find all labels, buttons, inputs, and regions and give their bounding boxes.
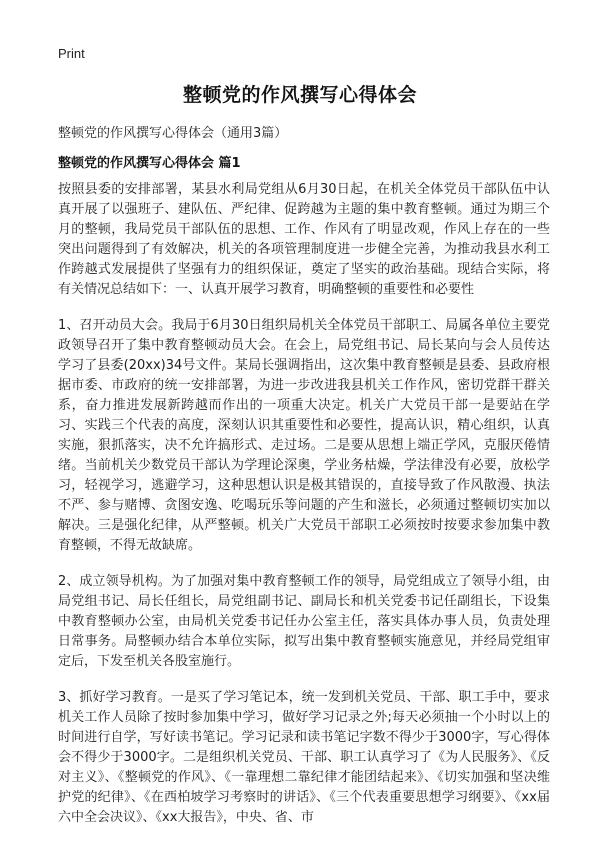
document-subtitle: 整顿党的作风撰写心得体会（通用3篇） xyxy=(58,126,288,141)
section-heading: 整顿党的作风撰写心得体会 篇1 xyxy=(58,156,241,171)
body-paragraph: 2、成立领导机构。为了加强对集中教育整顿工作的领导，局党组成立了领导小组，由局党组书记、局长任组长，局党组副书记、副局长和机关党委书记任副组长，下设集中教育整顿办公室，由局机关党委书记任办公室主任，落实具体办事人员，负责处理日常事务。局整顿办结合本单位实际，拟写出集中教育整顿实施意见，并经局党组审定后，下发至机关各股室施行。 xyxy=(58,574,550,669)
document-title: 整顿党的作风撰写心得体会 xyxy=(182,84,417,106)
print-label[interactable]: Print xyxy=(58,46,85,61)
body-paragraph: 3、抓好学习教育。一是买了学习笔记本，统一发到机关党员、干部、职工手中，要求机关工作人员除了按时参加集中学习，做好学习记录之外;每天必须抽一个小时以上的时间进行自学，写好读书笔记。学习记录和读书笔记字数不得少于3000字，写心得体会不得少于3000字。二是组织机关党员、干部、职工认真学习了《为人民服务》、《反对主义》、《整顿党的作风》、《一靠理想二靠纪律才能团结起来》、《切实加强和坚决维护党的纪律》、《在西柏坡学习考察时的讲话》、《三个代表重要思想学习纲要》、《xx届六中全会决议》、《xx大报告》，中央、省、市 xyxy=(58,690,550,825)
body-paragraph: 按照县委的安排部署，某县水利局党组从6月30日起，在机关全体党员干部队伍中认真开展了以强班子、建队伍、严纪律、促跨越为主题的集中教育整顿。通过为期三个月的整顿，我局党员干部队伍的思想、工作、作风有了明显改观，作风上存在的一些突出问题得到了有效解决，机关的各项管理制度进一步健全完善，为推动我县水利工作跨越式发展提供了坚强有力的组织保证，奠定了坚实的政治基础。现结合实际，将有关情况总结如下：一、认真开展学习教育，明确整顿的重要性和必要性 xyxy=(58,182,550,297)
document-body xyxy=(58,180,550,844)
body-paragraph: 1、召开动员大会。我局于6月30日组织局机关全体党员干部职工、局属各单位主要党政领导召开了集中教育整顿动员大会。在会上，局党组书记、局长某向与会人员传达学习了县委(20xx)34号文件。某局长强调指出，这次集中教育整顿是县委、县政府根据市委、市政府的统一安排部署，为进一步改进我县机关工作作风，密切党群干群关系，奋力推进发展新跨越而作出的一项重大决定。机关广大党员干部一是要站在学习、实践三个代表的高度，深刻认识其重要性和必要性，提高认识，精心组织，认真实施，狠抓落实，决不允许搞形式、走过场。二是要从思想上端正学风，克服厌倦情绪。当前机关少数党员干部认为学理论深奥，学业务枯燥，学法律没有必要，放松学习，轻视学习，逃避学习，这种思想认识是极其错误的，直接导致了作风散漫、执法不严、参与赌博、贪图安逸、吃喝玩乐等问题的产生和滋长，必须通过整顿切实加以解决。三是强化纪律，从严整顿。机关广大党员干部职工必须按时按要求参加集中教育整顿，不得无故缺席。 xyxy=(58,318,550,553)
